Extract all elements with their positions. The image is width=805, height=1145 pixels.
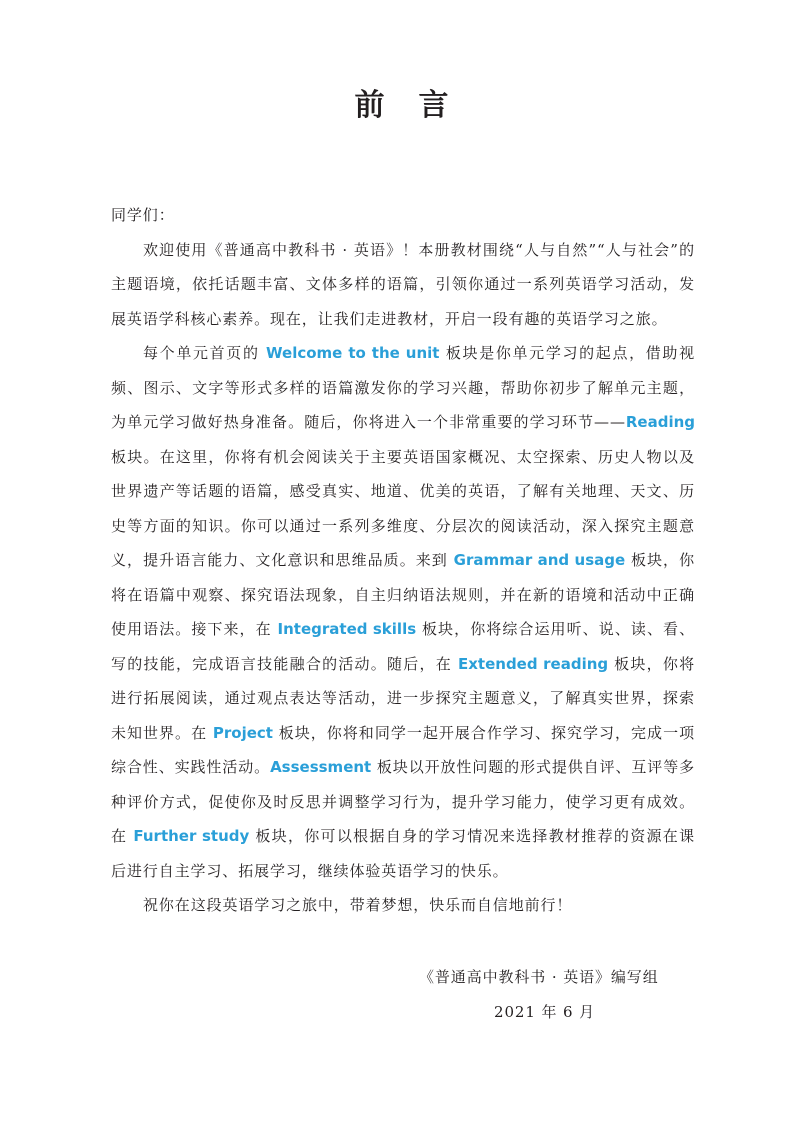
text-segment: 板块，你将进行拓展阅读，通过观点表达等活动，进一步探究主题意义，了解真实世界，探索未知世界。在 — [111, 654, 695, 742]
section-name-reading: Reading — [625, 413, 695, 431]
section-name-grammar: Grammar and usage — [453, 551, 626, 569]
text-segment: 板块，你将在语篇中观察、探究语法现象，自主归纳语法规则，并在新的语境和活动中正确使用语法。接下来，在 — [111, 551, 695, 638]
greeting: 同学们： — [111, 206, 175, 224]
section-name-extended-reading: Extended reading — [458, 654, 609, 673]
text-segment: 板块，你将综合运用听、说、读、看、写的技能，完成语言技能融合的活动。随后，在 — [111, 620, 695, 673]
preface-body — [111, 198, 695, 923]
section-name-further-study: Further study — [133, 827, 250, 845]
text-segment: 板块以开放性问题的形式提供自评、互评等多种评价方式，促使你及时反思并调整学习行为，提升学习能力，使学习更有成效。在 — [111, 758, 695, 845]
text-segment: 板块，你可以根据自身的学习情况来选择教材推荐的资源在课后进行自主学习、拓展学习，继续体验英语学习的快乐。 — [111, 827, 695, 880]
paragraph-closing: 祝你在这段英语学习之旅中，带着梦想，快乐而自信地前行！ — [143, 896, 573, 914]
text-segment: 板块，你将和同学一起开展合作学习、探究学习，完成一项综合性、实践性活动。 — [111, 723, 695, 776]
text-segment: 板块。在这里，你将有机会阅读关于主要英语国家概况、太空探索、历史人物以及世界遗产等话题的语篇，感受真实、地道、优美的英语，了解有关地理、天文、历史等方面的知识。你可以通过一系列多维度、分层次的阅读活动，深入探究主题意义，提升语言能力、文化意识和思维品质。来到 — [111, 447, 695, 569]
section-name-welcome: Welcome to the unit — [266, 344, 440, 362]
date: 2021 年 6 月 — [494, 1003, 596, 1021]
text-segment: 每个单元首页的 — [143, 344, 267, 362]
section-name-integrated-skills: Integrated skills — [277, 620, 417, 638]
paragraph-sections — [111, 336, 695, 888]
paragraph-welcome: 欢迎使用《普通高中教科书 · 英语》！本册教材围绕“人与自然”“人与社会”的主题语境，依托话题丰富、文体多样的语篇，引领你通过一系列英语学习活动，发展英语学科核心素养。现在，让我们走进教材，开启一段有趣的英语学习之旅。 — [111, 240, 695, 328]
text-segment: 板块是你单元学习的起点，借助视频、图示、文字等形式多样的语篇激发你的学习兴趣，帮助你初步了解单元主题，为单元学习做好热身准备。随后，你将进入一个非常重要的学习环节—— — [111, 344, 695, 431]
section-name-assessment: Assessment — [270, 758, 372, 776]
signature: 《普通高中教科书 · 英语》编写组 — [419, 968, 659, 986]
page-title: 前 言 — [354, 88, 451, 123]
section-name-project: Project — [212, 723, 273, 742]
